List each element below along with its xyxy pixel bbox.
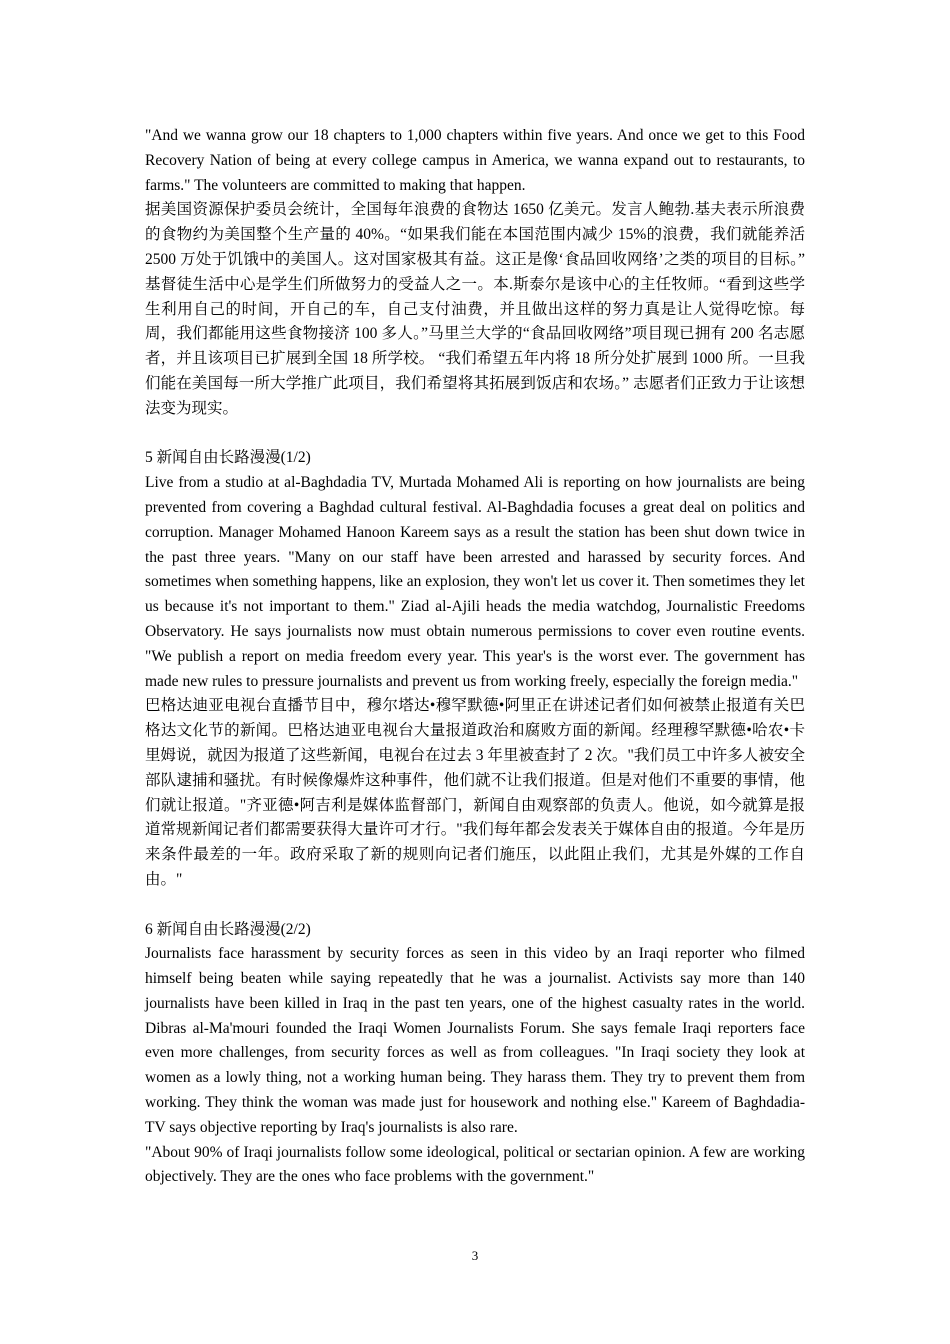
paragraph-press-freedom-english-2: Journalists face harassment by security forces as seen in this video by an Iraqi reporter who filmed himself being beaten while saying repeatedly that he was a journalist. Activists say more than 140 journalists have been killed in Iraq in the past ten years, one of the highest casualty rates in the world. Dibras al-Ma'mouri founded the Iraqi Women Journalists Forum. She says female Iraqi reporters face even more challenges, from security forces as well as from colleagues. "In Iraqi society they look at women as a lowly thing, not a working human being. They harass them. They try to prevent them from working. They think the woman was made just for housework and nothing else." Kareem of Baghdadia-TV says objective reporting by Iraq's journalists is also rare. — [145, 945, 805, 1136]
paragraph-iraqi-journalists-quote: "About 90% of Iraqi journalists follow some ideological, political or sectarian opinion. A few are working objectively. They are the ones who face problems with the government." — [145, 1143, 805, 1186]
paragraph-press-freedom-english-1: Live from a studio at al-Baghdadia TV, Murtada Mohamed Ali is reporting on how journalists are being prevented from covering a Baghdad cultural festival. Al-Baghdadia focuses a great deal on politics and corruption. Manager Mohamed Hanoon Kareem says as a result the station has been shut down twice in the past three years. "Many on our staff have been arrested and harassed by security forces. And sometimes when something happens, like an explosion, they won't let us cover it. Then sometimes they let us because it's not important to them." Ziad al-Ajili heads the media watchdog, Journalistic Freedoms Observatory. He says journalists now must obtain numerous permissions to cover even routine events. "We publish a report on media freedom every year. This year's is the worst ever. The government has made new rules to pressure journalists and prevent us from working freely, especially the foreign media." — [145, 474, 805, 690]
section-heading-5: 5 新闻自由长路漫漫(1/2) — [145, 449, 311, 467]
paragraph-food-recovery-chinese: 据美国资源保护委员会统计，全国每年浪费的食物达 1650 亿美元。发言人鲍勃.基夫表示所浪费的食物约为美国整个生产量的 40%。“如果我们能在本国范围内减少 15%的浪费，我们就能养活 2500 万处于饥饿中的美国人。这对国家极其有益。这正是像‘食品回收网络’之类的项目的目标。” 基督徒生活中心是学生们所做努力的受益人之一。本.斯泰尔是该中心的主任牧师。“看到这些学生利用自己的时间，开自己的车，自己支付油费，并且做出这样的努力真是让人觉得吃惊。每周，我们都能用这些食物接济 100 多人。”马里兰大学的“食品回收网络”项目现已拥有 200 名志愿者，并且该项目已扩展到全国 18 所学校。 “我们希望五年内将 18 所分处扩展到 1000 所。一旦我们能在美国每一所大学推广此项目，我们希望将其拓展到饭店和农场。” 志愿者们正致力于让该想法变为现实。 — [145, 201, 805, 417]
paragraph-spacer — [145, 893, 805, 918]
document-page — [145, 124, 805, 1190]
page-number: 3 — [471, 1248, 479, 1263]
paragraph-food-recovery-quote: "And we wanna grow our 18 chapters to 1,000 chapters within five years. And once we get to this Food Recovery Nation of being at every college campus in America, we wanna expand out to restaurants, to farms." The volunteers are committed to making that happen. — [145, 127, 805, 194]
paragraph-press-freedom-chinese-1: 巴格达迪亚电视台直播节目中，穆尔塔达•穆罕默德•阿里正在讲述记者们如何被禁止报道有关巴格达文化节的新闻。巴格达迪亚电视台大量报道政治和腐败方面的新闻。经理穆罕默德•哈农•卡里姆说，就因为报道了这些新闻，电视台在过去 3 年里被查封了 2 次。"我们员工中许多人被安全部队逮捕和骚扰。有时候像爆炸这种事件，他们就不让我们报道。但是对他们不重要的事情，他们就让报道。"齐亚德•阿吉利是媒体监督部门，新闻自由观察部的负责人。他说，如今就算是报道常规新闻记者们都需要获得大量许可才行。"我们每年都会发表关于媒体自由的报道。今年是历来条件最差的一年。政府采取了新的规则向记者们施压，以此阻止我们，尤其是外媒的工作自由。" — [145, 697, 805, 888]
paragraph-spacer — [145, 422, 805, 447]
section-heading-6: 6 新闻自由长路漫漫(2/2) — [145, 920, 311, 938]
